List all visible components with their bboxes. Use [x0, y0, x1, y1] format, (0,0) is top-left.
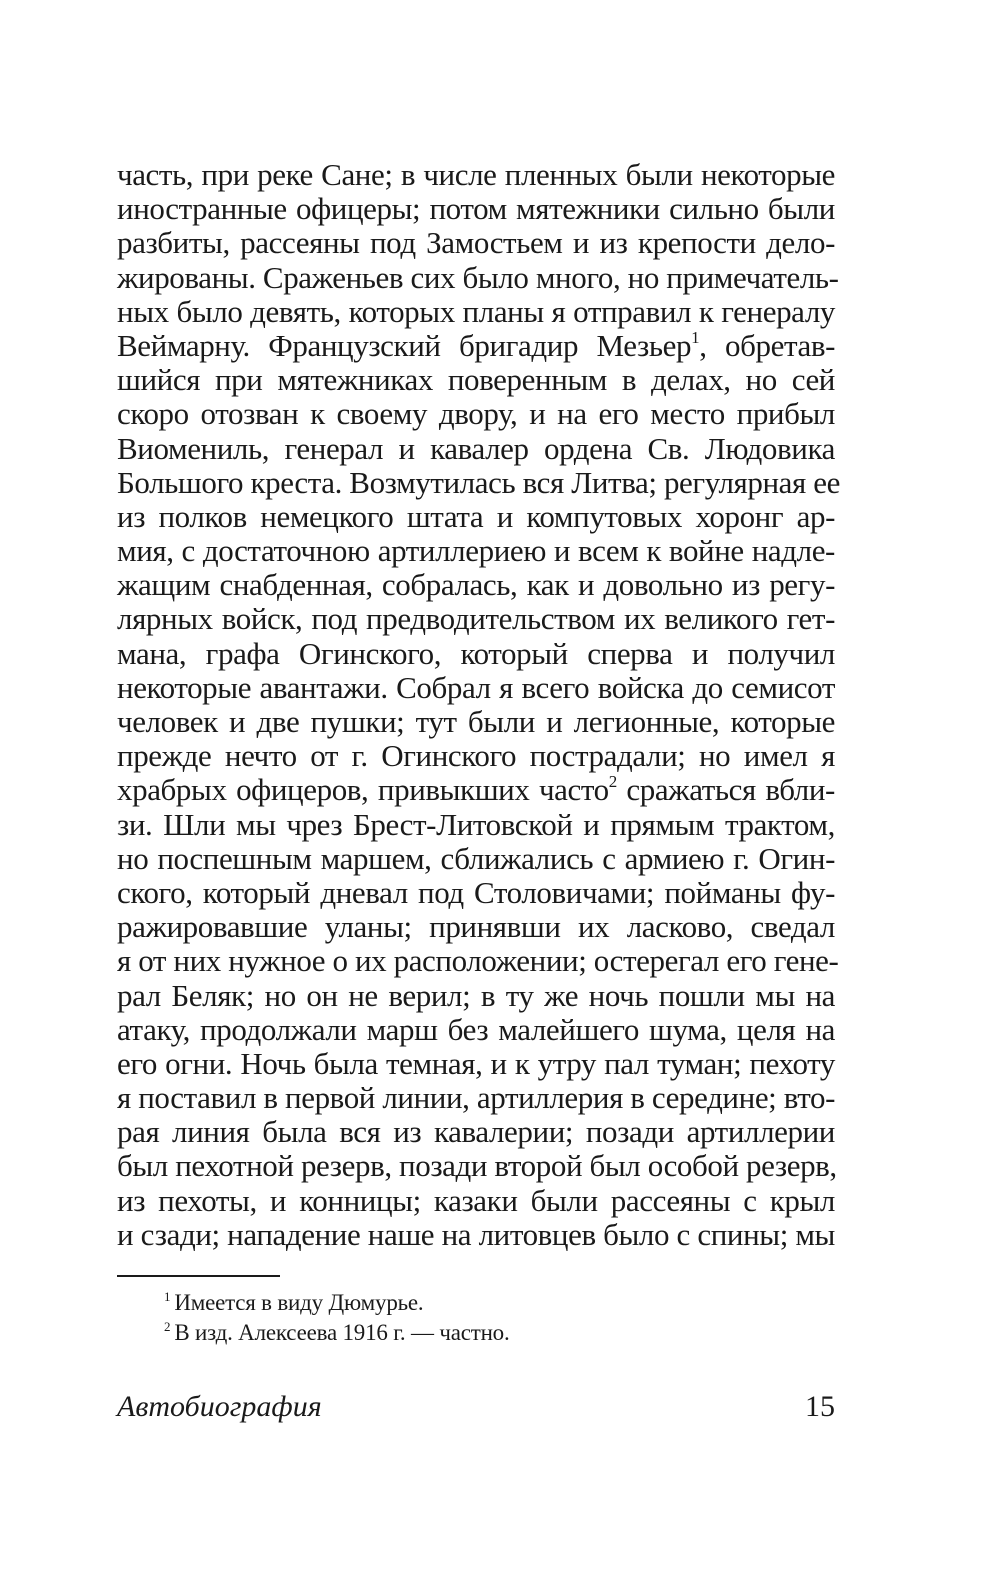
text-line: ных было девять, которых планы я отправил к генералу	[117, 293, 835, 329]
footnote-1	[164, 1288, 844, 1318]
text-line: Большого креста. Возмутилась вся Литва; регулярная ее	[117, 464, 840, 500]
footnote-ref-2[interactable]: 2	[608, 772, 617, 792]
text-line: жированы. Сраженьев сих было много, но примечатель-	[117, 259, 839, 295]
text-line	[117, 329, 835, 363]
text-line: часть, при реке Сане; в числе пленных были некоторые	[117, 157, 835, 192]
page-number: 15	[805, 1390, 835, 1423]
text-line: шийся при мятежниках поверенным в делах, но сей	[117, 362, 835, 398]
text-line: из полков немецкого штата и компутовых хоронг ар-	[117, 498, 835, 534]
text-line: мия, с достаточною артиллериею и всем к войне надле-	[117, 533, 835, 569]
text-line: и сзади; нападение наше на литовцев было с спины; мы	[117, 1216, 835, 1252]
text-line: зи. Шли мы чрез Брест-Литовской и прямым трактом,	[117, 806, 835, 842]
footnote-marker: 1	[164, 1289, 171, 1304]
text-segment: , обретав-	[699, 327, 835, 363]
text-segment: сражаться вбли-	[616, 772, 835, 808]
body-text	[117, 157, 840, 1252]
text-line	[117, 773, 835, 807]
text-line: Виомениль, генерал и кавалер ордена Св. Людовика	[117, 430, 835, 466]
text-line: его огни. Ночь была темная, и к утру пал туман; пехоту	[117, 1045, 835, 1081]
text-line: ражировавшие уланы; принявши их ласково, сведал	[117, 909, 835, 945]
text-line: был пехотной резерв, позади второй был особой резерв,	[117, 1148, 837, 1184]
footnote-text: Имеется в виду Дюмурье.	[174, 1290, 424, 1315]
footnote-text: В изд. Алексеева 1916 г. — частно.	[174, 1320, 510, 1345]
running-title: Автобиография	[117, 1390, 322, 1423]
text-line: скоро отозван к своему двору, и на его место прибыл	[117, 396, 835, 432]
text-line: прежде нечто от г. Огинского пострадали; но имел я	[117, 738, 835, 774]
footnote-2	[164, 1318, 844, 1348]
text-line: лярных войск, под предводительством их великого гет-	[117, 601, 835, 637]
text-line: жащим снабденная, собралась, как и довольно из регу-	[117, 567, 835, 603]
text-line: некоторые авантажи. Собрал я всего войска до семисот	[117, 669, 835, 705]
text-line: я поставил в первой линии, артиллерия в середине; вто-	[117, 1080, 835, 1116]
text-line: ского, который дневал под Столовичами; пойманы фу-	[117, 874, 835, 910]
footnote-divider	[117, 1275, 280, 1277]
text-line: человек и две пушки; тут были и легионные, которые	[117, 704, 835, 739]
text-segment: Веймарну. Французский бригадир Мезьер	[117, 327, 692, 363]
text-segment: храбрых офицеров, привыкших часто	[117, 772, 609, 808]
text-line: рая линия была вся из кавалерии; позади артиллерии	[117, 1114, 835, 1150]
text-line: но поспешным маршем, сближались с армиею г. Огин-	[117, 840, 835, 876]
text-line: рал Беляк; но он не верил; в ту же ночь пошли мы на	[117, 977, 835, 1013]
text-line: я от них нужное о их расположении; остерегал его гене-	[117, 943, 839, 979]
footnote-marker: 2	[164, 1319, 171, 1334]
text-line: разбиты, рассеяны под Замостьем и из крепости дело-	[117, 225, 835, 261]
text-line: мана, графа Огинского, который сперва и получил	[117, 635, 835, 671]
text-line: иностранные офицеры; потом мятежники сильно были	[117, 191, 835, 227]
footnote-ref-1[interactable]: 1	[691, 327, 700, 347]
text-line: из пехоты, и конницы; казаки были рассеяны с крыл	[117, 1182, 835, 1218]
text-line: атаку, продолжали марш без малейшего шума, целя на	[117, 1011, 835, 1047]
footnotes	[164, 1288, 844, 1348]
